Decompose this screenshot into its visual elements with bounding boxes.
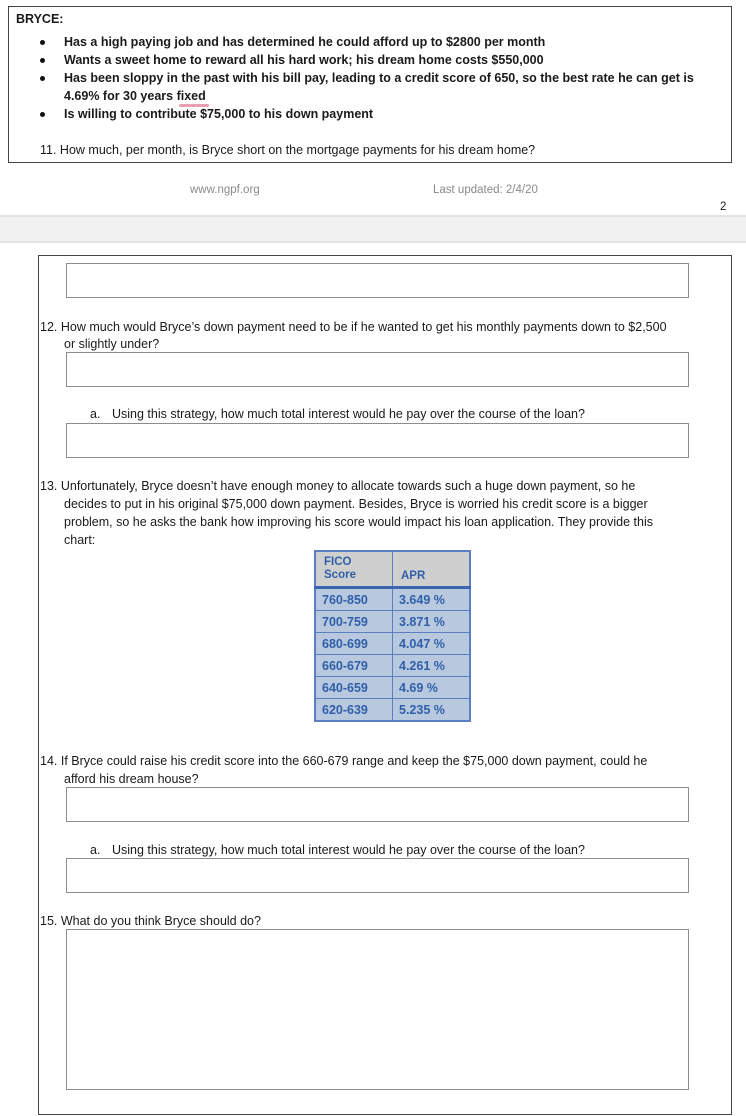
apr-cell: 4.261 %	[393, 655, 471, 677]
apr-cell: 4.69 %	[393, 677, 471, 699]
bullet-credit-score-rate: 4.69% for 30 years fixed	[64, 89, 206, 103]
header-fico-score	[315, 551, 393, 588]
score-cell: 680-699	[315, 633, 393, 655]
apr-cell: 3.871 %	[393, 611, 471, 633]
answer-box-q15[interactable]	[66, 929, 689, 1090]
question-13-line4: chart:	[64, 533, 96, 547]
question-14a: Using this strategy, how much total interest would he pay over the course of the loan?	[112, 843, 585, 857]
table-row	[315, 633, 470, 655]
score-cell: 660-679	[315, 655, 393, 677]
footer-website: www.ngpf.org	[190, 184, 260, 196]
answer-box-q11[interactable]	[66, 263, 689, 298]
page-separator-shadow	[0, 241, 746, 243]
table-row	[315, 588, 470, 611]
apr-cell: 3.649 %	[393, 588, 471, 611]
apr-cell: 4.047 %	[393, 633, 471, 655]
answer-box-q14a[interactable]	[66, 858, 689, 893]
bullet-icon	[40, 112, 45, 117]
question-14-line1: 14. If Bryce could raise his credit score into the 660-679 range and keep the $75,000 down payment, could he	[40, 754, 648, 768]
answer-box-q14[interactable]	[66, 787, 689, 822]
bullet-salary: Has a high paying job and has determined he could afford up to $2800 per month	[64, 35, 546, 49]
score-cell: 760-850	[315, 588, 393, 611]
question-12a: Using this strategy, how much total interest would he pay over the course of the loan?	[112, 407, 585, 421]
fico-apr-table	[314, 550, 471, 722]
bullet-down-payment: Is willing to contribute $75,000 to his down payment	[64, 107, 374, 121]
table-row	[315, 699, 470, 722]
answer-box-q12a[interactable]	[66, 423, 689, 458]
question-14-line2: afford his dream house?	[64, 772, 199, 786]
page-number: 2	[720, 201, 727, 213]
score-cell: 620-639	[315, 699, 393, 722]
header-fico-line2: Score	[324, 569, 356, 581]
bullet-icon	[40, 58, 45, 63]
question-11: 11. How much, per month, is Bryce short on the mortgage payments for his dream home?	[40, 143, 536, 157]
page-gap	[0, 217, 746, 241]
table-row	[315, 677, 470, 699]
question-13-line3: problem, so he asks the bank how improving his score would impact his loan application. They provide this	[64, 515, 653, 529]
footer-last-updated: Last updated: 2/4/20	[433, 184, 538, 196]
table-row	[315, 655, 470, 677]
apr-cell: 5.235 %	[393, 699, 471, 722]
section-title: BRYCE:	[16, 12, 64, 26]
question-12a-marker: a.	[90, 407, 101, 421]
table-row	[315, 611, 470, 633]
score-cell: 700-759	[315, 611, 393, 633]
question-13-line2: decides to put in his original $75,000 down payment. Besides, Bryce is worried his credit score is a bigger	[64, 497, 648, 511]
table-header-row	[315, 551, 470, 588]
bullet-icon	[40, 76, 45, 81]
header-apr: APR	[393, 551, 471, 588]
question-13-line1: 13. Unfortunately, Bryce doesn’t have enough money to allocate towards such a huge down payment, so he	[40, 479, 636, 493]
question-14a-marker: a.	[90, 843, 101, 857]
bullet-credit-score: Has been sloppy in the past with his bill pay, leading to a credit score of 650, so the best rate he can get is	[64, 71, 694, 85]
question-12-line2: or slightly under?	[64, 337, 160, 351]
answer-box-q12[interactable]	[66, 352, 689, 387]
question-12-line1: 12. How much would Bryce’s down payment need to be if he wanted to get his monthly payments down to $2,500	[40, 320, 667, 334]
bullet-icon	[40, 40, 45, 45]
score-cell: 640-659	[315, 677, 393, 699]
header-fico-line1: FICO	[324, 556, 352, 568]
question-15: 15. What do you think Bryce should do?	[40, 914, 261, 928]
bullet-home-cost: Wants a sweet home to reward all his hard work; his dream home costs $550,000	[64, 53, 544, 67]
